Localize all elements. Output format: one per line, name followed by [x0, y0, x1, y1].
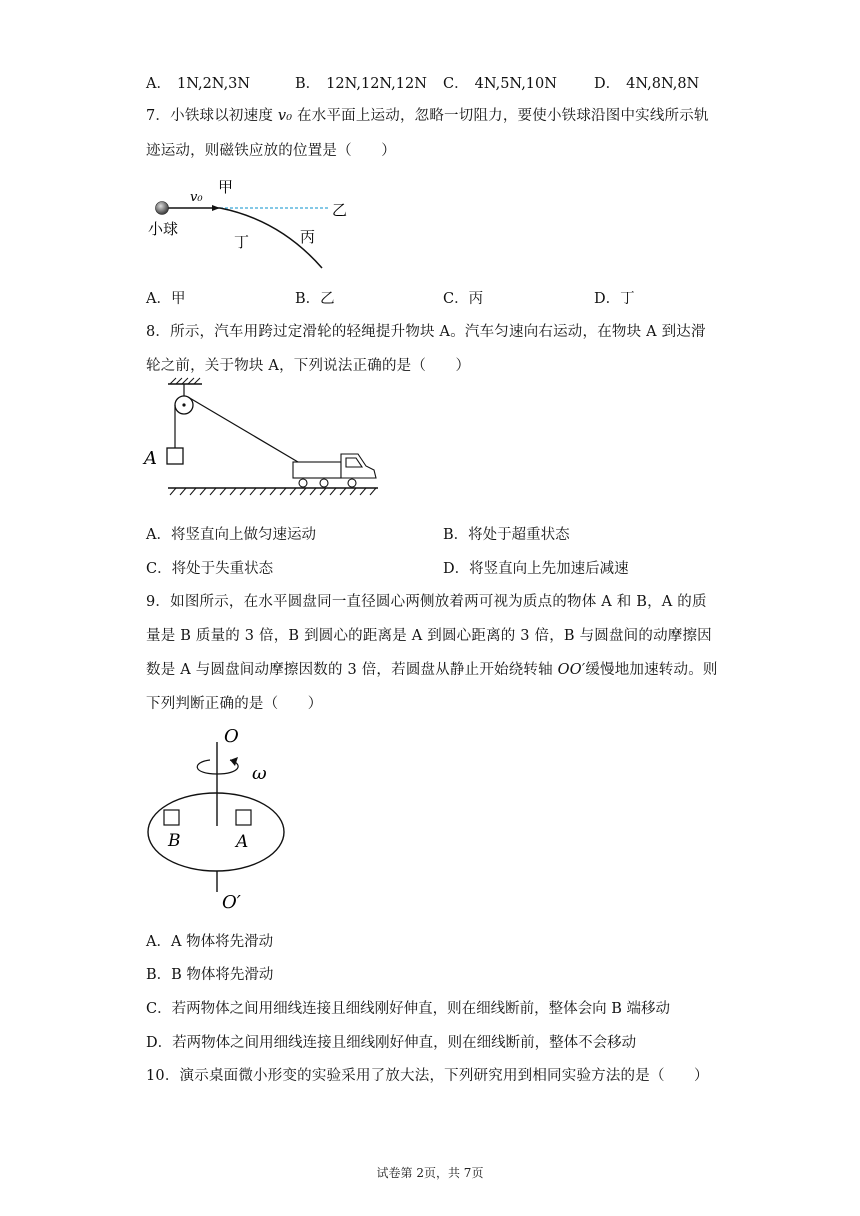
q8-option-b: B．将处于超重状态	[443, 527, 570, 543]
block-b	[164, 810, 179, 825]
velocity-arrowhead	[212, 205, 220, 211]
q9-disk-figure	[140, 722, 300, 914]
q8-stem-line1: 8．所示，汽车用跨过定滑轮的轻绳提升物块 A。汽车匀速向右运动，在物块 A 到达滑	[146, 324, 706, 340]
ground-hatch	[170, 488, 376, 495]
q7-trajectory-figure	[140, 170, 348, 274]
label-o: O	[224, 726, 239, 747]
label-jia: 甲	[218, 178, 234, 196]
q7-option-a: A．甲	[146, 291, 186, 307]
block-a	[167, 448, 183, 464]
q9-stem-line4: 下列判断正确的是（ ）	[146, 696, 323, 712]
label-yi: 乙	[332, 201, 348, 219]
q9-stem-line1: 9．如图所示，在水平圆盘同一直径圆心两侧放着两可视为质点的物体 A 和 B，A 的质	[146, 594, 707, 610]
label-ball: 小球	[148, 220, 179, 238]
q6-option-c: C． 4N,5N,10N	[443, 76, 557, 92]
q6-option-a: A． 1N,2N,3N	[146, 76, 251, 92]
pulley-axle	[182, 403, 185, 406]
truck	[293, 454, 376, 487]
ceiling-hatch	[170, 378, 200, 384]
block-a	[236, 810, 251, 825]
label-omega: ω	[252, 763, 267, 784]
rope-slanted	[188, 397, 298, 462]
q7-option-d: D．丁	[594, 291, 635, 307]
q9-option-a: A．A 物体将先滑动	[146, 934, 274, 950]
q8-option-d: D．将竖直向上先加速后减速	[443, 561, 629, 577]
q7-option-b: B．乙	[295, 291, 335, 307]
q6-option-d: D． 4N,8N,8N	[594, 76, 700, 92]
q7-option-c: C．丙	[443, 291, 484, 307]
iron-ball	[156, 202, 169, 215]
q7-stem-line2: 迹运动，则磁铁应放的位置是（ ）	[146, 143, 396, 159]
page-footer: 试卷第 2页，共 7页	[376, 1166, 484, 1180]
q9-stem-line2: 量是 B 质量的 3 倍，B 到圆心的距离是 A 到圆心距离的 3 倍，B 与圆盘间的动摩擦因	[146, 628, 712, 644]
q9-option-d: D．若两物体之间用细线连接且细线刚好伸直，则在细线断前，整体不会移动	[146, 1035, 637, 1051]
label-v0: v₀	[190, 190, 203, 205]
label-ding: 丁	[234, 233, 250, 251]
q10-stem-line1: 10．演示桌面微小形变的实验采用了放大法，下列研究用到相同实验方法的是（ ）	[146, 1068, 709, 1084]
label-bing: 丙	[300, 228, 316, 246]
q8-option-c: C．将处于失重状态	[146, 561, 274, 577]
q6-option-b: B． 12N,12N,12N	[295, 76, 427, 92]
q9-option-b: B．B 物体将先滑动	[146, 967, 274, 983]
label-b: B	[168, 831, 181, 851]
block-a-label: A	[144, 448, 157, 469]
q8-stem-line2: 轮之前，关于物块 A，下列说法正确的是（ ）	[146, 358, 471, 374]
q7-stem-line1: 7．小铁球以初速度 v₀ 在水平面上运动，忽略一切阻力，要使小铁球沿图中实线所示轨	[146, 108, 709, 124]
q9-stem-line3: 数是 A 与圆盘间动摩擦因数的 3 倍，若圆盘从静止开始绕转轴 OO′缓慢地加速转动。则	[146, 662, 718, 678]
rotation-arrowhead	[230, 757, 238, 766]
label-a: A	[236, 832, 249, 852]
q9-option-c: C．若两物体之间用细线连接且细线刚好伸直，则在细线断前，整体会向 B 端移动	[146, 1001, 670, 1017]
label-o-prime: O′	[222, 892, 241, 913]
q8-pulley-figure	[140, 378, 380, 500]
q8-option-a: A．将竖直向上做匀速运动	[146, 527, 316, 543]
